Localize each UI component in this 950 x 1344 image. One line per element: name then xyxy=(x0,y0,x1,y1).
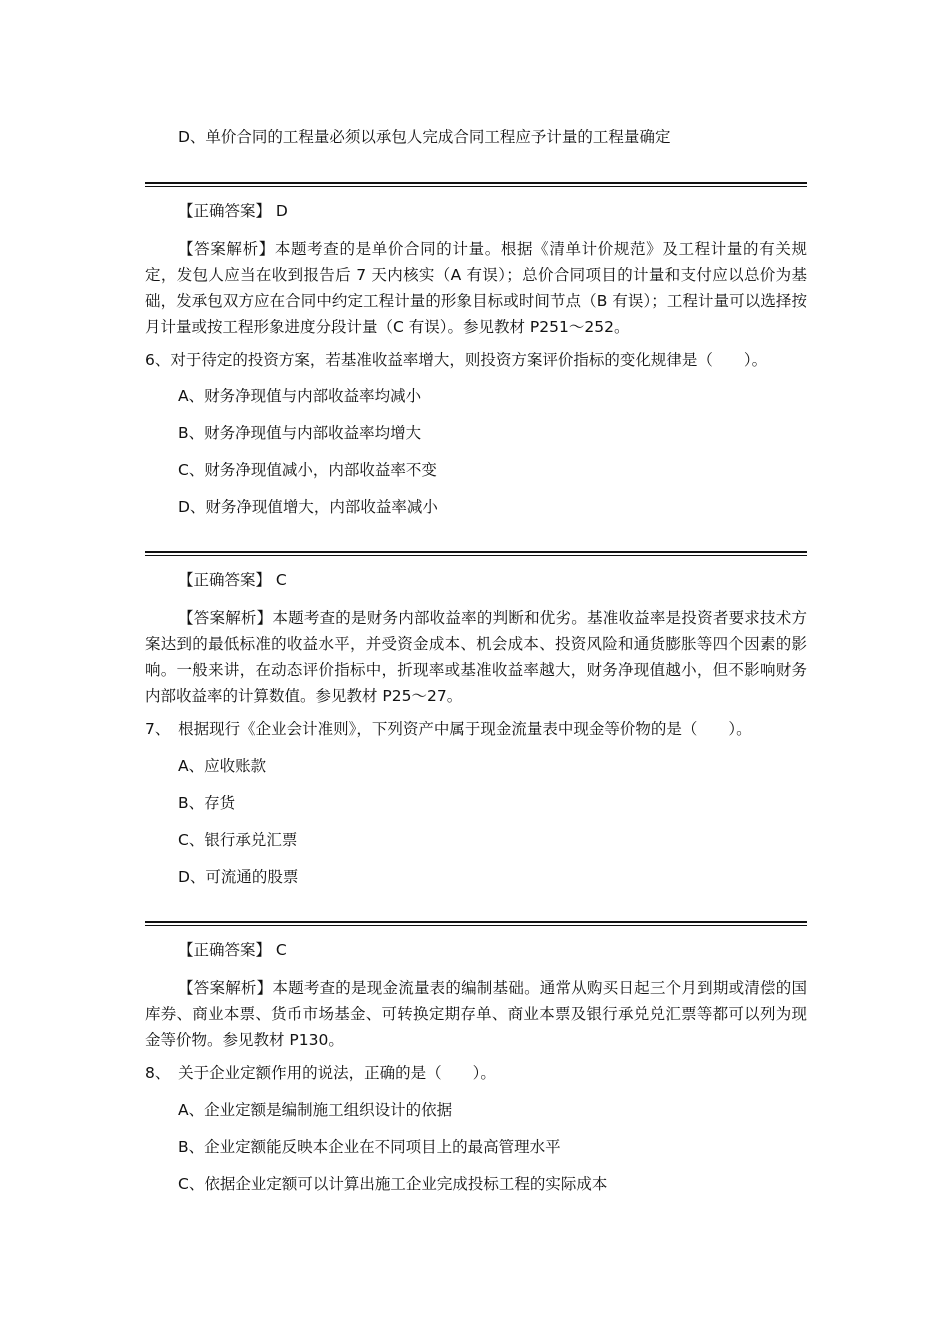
q5-analysis-text: 【答案解析】本题考查的是单价合同的计量。根据《清单计价规范》及工程计量的有关规定，发包人应当在收到报告后 7 天内核实（A 有误）；总价合同项目的计量和支付应以总价为基础，发承包双方应在合同中约定工程计量的形象目标或时间节点（B 有误）；工程计量可以选择按月计量或按工程形象进度分段计量（C 有误）。参见教材 P251～252。 xyxy=(145,240,807,336)
q5-analysis xyxy=(145,236,807,340)
separator xyxy=(145,921,807,927)
q6-analysis-text: 【答案解析】本题考查的是财务内部收益率的判断和优劣。基准收益率是投资者要求技术方案达到的最低标准的收益水平，并受资金成本、机会成本、投资风险和通货膨胀等四个因素的影响。一般来讲，在动态评价指标中，折现率或基准收益率越大，财务净现值越小，但不影响财务内部收益率的计算数值。参见教材 P25～27。 xyxy=(145,609,807,705)
q5-correct-answer: 【正确答案】 D xyxy=(178,202,288,220)
q6-option-a: A、财务净现值与内部收益率均减小 xyxy=(178,387,422,405)
q7-question: 7、 根据现行《企业会计准则》，下列资产中属于现金流量表中现金等价物的是（ ）。 xyxy=(145,720,752,738)
q7-option-a: A、应收账款 xyxy=(178,757,267,775)
q7-correct-answer: 【正确答案】 C xyxy=(178,941,287,959)
q8-option-b: B、企业定额能反映本企业在不同项目上的最高管理水平 xyxy=(178,1138,561,1156)
q8-option-a: A、企业定额是编制施工组织设计的依据 xyxy=(178,1101,453,1119)
q5-option-d: D、单价合同的工程量必须以承包人完成合同工程应予计量的工程量确定 xyxy=(178,128,671,146)
q8-option-c: C、依据企业定额可以计算出施工企业完成投标工程的实际成本 xyxy=(178,1175,608,1193)
q7-analysis-text: 【答案解析】本题考查的是现金流量表的编制基础。通常从购买日起三个月到期或清偿的国库券、商业本票、货币市场基金、可转换定期存单、商业本票及银行承兑兑汇票等都可以列为现金等价物。参见教材 P130。 xyxy=(145,979,807,1049)
q7-option-d: D、可流通的股票 xyxy=(178,868,299,886)
q7-analysis xyxy=(145,975,807,1053)
q6-analysis xyxy=(145,605,807,709)
q6-option-c: C、财务净现值减小，内部收益率不变 xyxy=(178,461,437,479)
q8-question: 8、 关于企业定额作用的说法，正确的是（ ）。 xyxy=(145,1064,496,1082)
q6-option-b: B、财务净现值与内部收益率均增大 xyxy=(178,424,422,442)
q7-option-c: C、银行承兑汇票 xyxy=(178,831,298,849)
q7-option-b: B、存货 xyxy=(178,794,236,812)
q6-question: 6、对于待定的投资方案，若基准收益率增大，则投资方案评价指标的变化规律是（ ）。 xyxy=(145,351,768,369)
separator xyxy=(145,551,807,557)
q6-correct-answer: 【正确答案】 C xyxy=(178,571,287,589)
separator xyxy=(145,182,807,188)
q6-option-d: D、财务净现值增大，内部收益率减小 xyxy=(178,498,438,516)
